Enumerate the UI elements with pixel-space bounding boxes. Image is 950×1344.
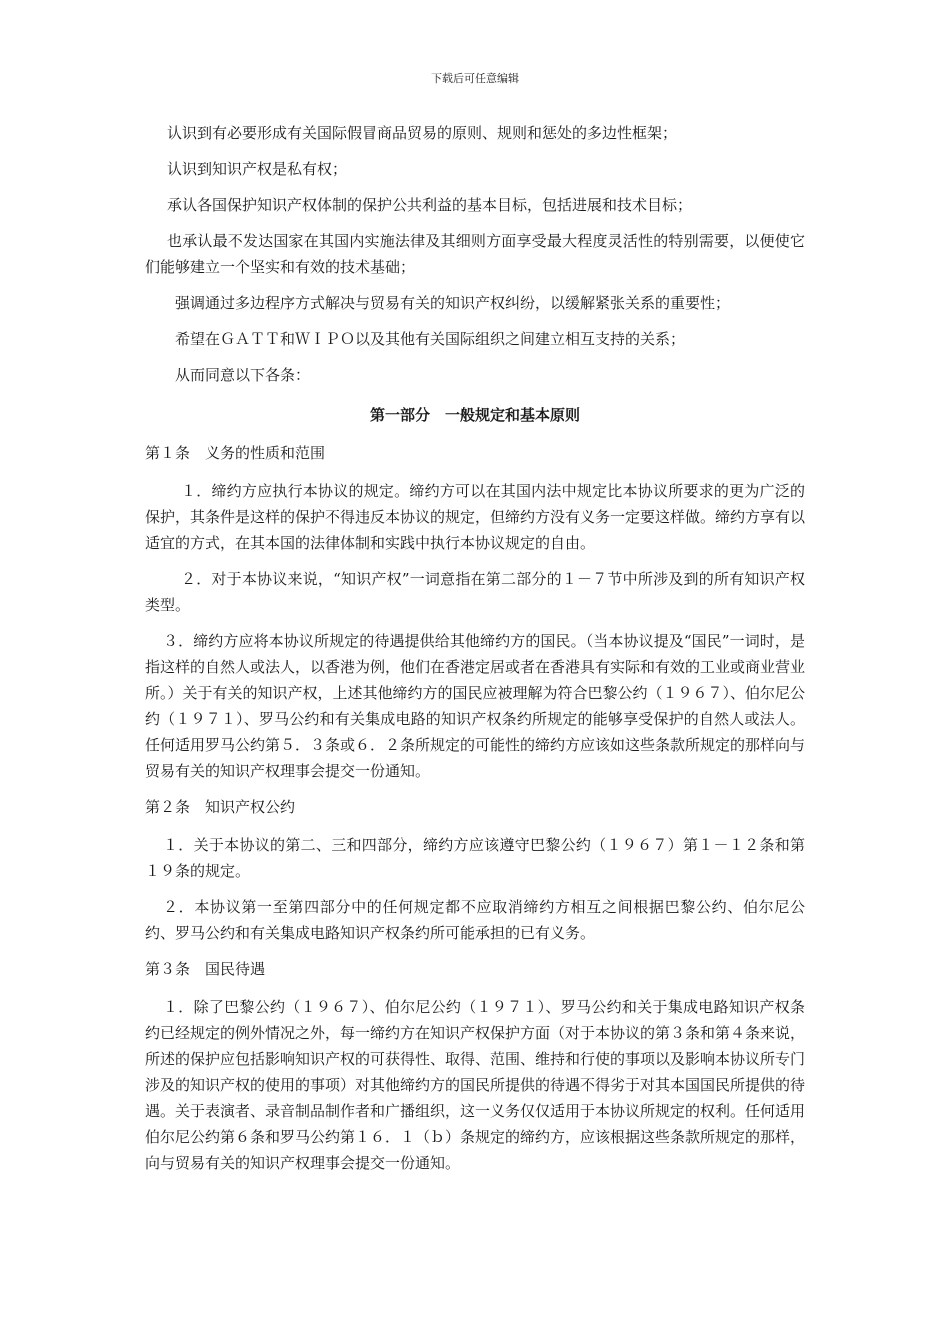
article-paragraph: ３．缔约方应将本协议所规定的待遇提供给其他缔约方的国民。（当本协议提及“国民”一词时，是指这样的自然人或法人，以香港为例，他们在香港定居或者在香港具有实际和有效的工业或商业营业所。）关于有关的知识产权，上述其他缔约方的国民应被理解为符合巴黎公约（１９６７）、伯尔尼公约（１９７１）、罗马公约和有关集成电路的知识产权条约所规定的能够享受保护的自然人或法人。任何适用罗马公约第５．３条或６．２条所规定的可能性的缔约方应该如这些条款所规定的那样向与贸易有关的知识产权理事会提交一份通知。 <box>145 632 806 780</box>
preamble-paragraph: 强调通过多边程序方式解决与贸易有关的知识产权纠纷，以缓解紧张关系的重要性； <box>175 294 731 312</box>
article-paragraph: １．缔约方应执行本协议的规定。缔约方可以在其国内法中规定比本协议所要求的更为广泛的保护，其条件是这样的保护不得违反本协议的规定，但缔约方没有义务一定要这样做。缔约方享有以适宜的方式，在其本国的法律体制和实践中执行本协议规定的自由。 <box>145 482 806 552</box>
article-heading: 第１条 义务的性质和范围 <box>145 444 326 462</box>
document-body <box>145 120 805 1186</box>
preamble-paragraph: 从而同意以下各条： <box>175 366 311 384</box>
part-title: 第一部分 一般规定和基本原则 <box>369 406 580 424</box>
article-heading: 第３条 国民待遇 <box>145 960 266 978</box>
article-paragraph: ２．本协议第一至第四部分中的任何规定都不应取消缔约方相互之间根据巴黎公约、伯尔尼公约、罗马公约和有关集成电路知识产权条约所可能承担的已有义务。 <box>145 898 805 942</box>
article-paragraph: １．关于本协议的第二、三和四部分，缔约方应该遵守巴黎公约（１９６７）第１－１２条和第１９条的规定。 <box>145 836 805 880</box>
preamble-paragraph: 承认各国保护知识产权体制的保护公共利益的基本目标，包括进展和技术目标； <box>167 196 693 214</box>
preamble-paragraph: 认识到知识产权是私有权； <box>167 160 348 178</box>
preamble-paragraph: 也承认最不发达国家在其国内实施法律及其细则方面享受最大程度灵活性的特别需要，以便使它们能够建立一个坚实和有效的技术基础； <box>145 232 805 276</box>
article-heading: 第２条 知识产权公约 <box>145 798 296 816</box>
preamble-paragraph: 希望在ＧＡＴＴ和ＷＩＰＯ以及其他有关国际组织之间建立相互支持的关系； <box>175 330 686 348</box>
preamble-paragraph: 认识到有必要形成有关国际假冒商品贸易的原则、规则和惩处的多边性框架； <box>167 124 678 142</box>
article-paragraph: １．除了巴黎公约（１９６７）、伯尔尼公约（１９７１）、罗马公约和关于集成电路知识产权条约已经规定的例外情况之外，每一缔约方在知识产权保护方面（对于本协议的第３条和第４条来说，所述的保护应包括影响知识产权的可获得性、取得、范围、维持和行使的事项以及影响本协议所专门涉及的知识产权的使用的事项）对其他缔约方的国民所提供的待遇不得劣于对其本国国民所提供的待遇。关于表演者、录音制品制作者和广播组织，这一义务仅仅适用于本协议所规定的权利。任何适用伯尔尼公约第６条和罗马公约第１６．１（ｂ）条规定的缔约方，应该根据这些条款所规定的那样，向与贸易有关的知识产权理事会提交一份通知。 <box>145 998 806 1172</box>
article-paragraph: ２．对于本协议来说，“知识产权”一词意指在第二部分的１－７节中所涉及到的所有知识产权类型。 <box>145 570 805 614</box>
page-header: 下载后可任意编辑 <box>431 72 519 85</box>
